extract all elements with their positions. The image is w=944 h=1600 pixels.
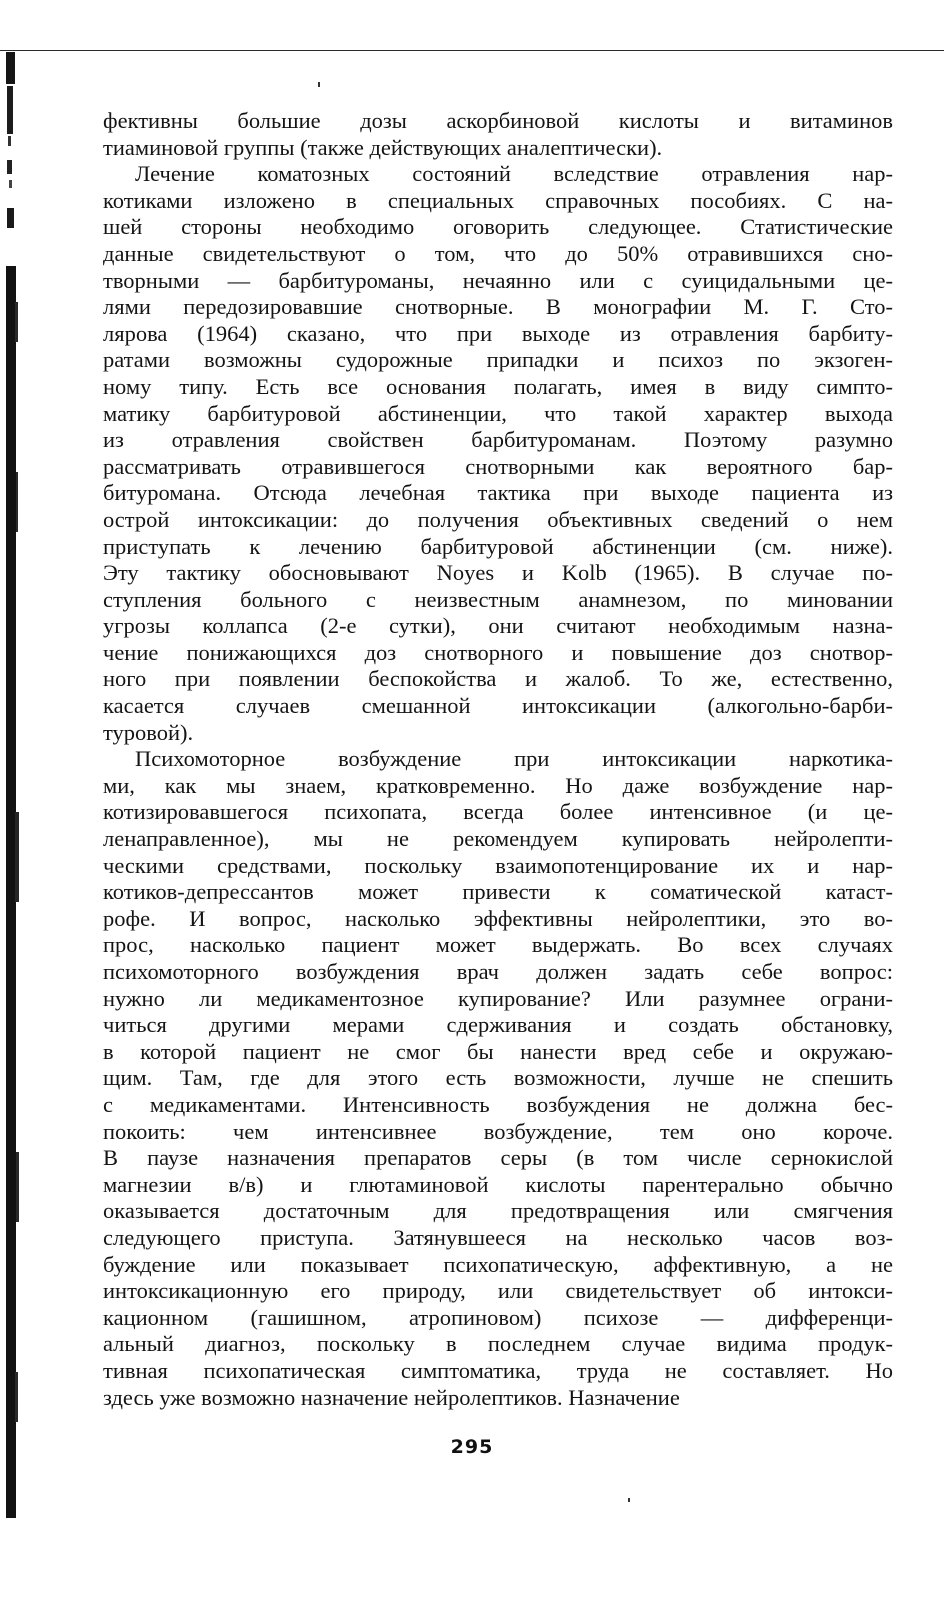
text-line: касается случаев смешанной интоксикации (алкогольно-барби- — [103, 693, 893, 719]
text-line: чение понижающихся доз снотворного и повышение доз снотвор- — [103, 639, 893, 665]
text-line: битуромана. Отсюда лечебная тактика при выходе пациента из — [103, 480, 893, 506]
top-scan-edge-rule — [0, 50, 944, 51]
text-line: следующего приступа. Затянувшееся на несколько часов воз- — [103, 1224, 893, 1250]
text-line: В паузе назначения препаратов серы (в том числе сернокислой — [103, 1145, 893, 1171]
text-line: матику барбитуровой абстиненции, что такой характер выхода — [103, 400, 893, 426]
text-line: Эту тактику обосновывают Noyes и Kolb (1965). В случае по- — [103, 560, 893, 586]
scan-speck — [628, 1498, 630, 1502]
text-line: нужно ли медикаментозное купирование? Или разумнее ограни- — [103, 985, 893, 1011]
scan-binding-shadow — [5, 52, 21, 1518]
text-line: буждение или показывает психопатическую, аффективную, а не — [103, 1251, 893, 1277]
text-line: в которой пациент не смог бы нанести вред себе и окружаю- — [103, 1038, 893, 1064]
text-line: покоить: чем интенсивнее возбуждение, тем оно короче. — [103, 1118, 893, 1144]
text-line: оказывается достаточным для предотвращения или смягчения — [103, 1198, 893, 1224]
text-line: ленаправленное), мы не рекомендуем купировать нейролепти- — [103, 826, 893, 852]
text-line: тивная психопатическая симптоматика, труда не составляет. Но — [103, 1357, 893, 1383]
text-line: интоксикационную его природу, или свидетельствует об интокси- — [103, 1278, 893, 1304]
text-line: ратами возможны судорожные припадки и психоз по экзоген- — [103, 347, 893, 373]
scan-speck — [318, 82, 320, 87]
text-line: лярова (1964) сказано, что при выходе из отравления барбиту- — [103, 320, 893, 346]
text-line: щим. Там, где для этого есть возможности, лучше не спешить — [103, 1065, 893, 1091]
text-line: рофе. И вопрос, насколько эффективны нейролептики, это во- — [103, 905, 893, 931]
text-line: угрозы коллапса (2-е сутки), они считают необходимым назна- — [103, 613, 893, 639]
text-line: творными — барбитуроманы, нечаянно или с суицидальными це- — [103, 267, 893, 293]
text-line: котиков-депрессантов может привести к соматической катаст- — [103, 879, 893, 905]
text-line: Психомоторное возбуждение при интоксикации наркотика- — [135, 746, 893, 772]
text-line: фективны большие дозы аскорбиновой кислоты и витаминов — [103, 108, 893, 133]
text-line: читься другими мерами сдерживания и создать обстановку, — [103, 1012, 893, 1038]
paragraph — [103, 108, 893, 161]
text-line: Лечение коматозных состояний вследствие отравления нар- — [135, 161, 893, 187]
text-line: острой интоксикации: до получения объективных сведений о нем — [103, 506, 893, 532]
text-line: шей стороны необходимо оговорить следующее. Статистические — [103, 214, 893, 240]
text-line: ступления больного с неизвестным анамнезом, по миновании — [103, 586, 893, 612]
binding-shadow-graphic — [5, 52, 21, 1518]
text-line: тиаминовой группы (также действующих аналептически). — [103, 134, 663, 160]
paragraph — [103, 161, 893, 746]
text-line: прос, насколько пациент может выдержать. Во всех случаях — [103, 932, 893, 958]
text-line: альный диагноз, поскольку в последнем случае видима продук- — [103, 1331, 893, 1357]
page-body-text — [103, 108, 893, 1411]
text-line: данные свидетельствуют о том, что до 50% отравившихся сно- — [103, 240, 893, 266]
text-line: с медикаментами. Интенсивность возбуждения не должна бес- — [103, 1091, 893, 1117]
text-line: психомоторного возбуждения врач должен задать себе вопрос: — [103, 959, 893, 984]
text-line: кационном (гашишном, атропиновом) психозе — дифференци- — [103, 1304, 893, 1330]
text-line: из отравления свойствен барбитуроманам. Поэтому разумно — [103, 427, 893, 453]
text-line: магнезии в/в) и глютаминовой кислоты парентерально обычно — [103, 1171, 893, 1197]
paragraph — [103, 746, 893, 1411]
page-number: 295 — [450, 1436, 494, 1458]
text-line: туровой). — [103, 719, 194, 745]
text-line: рассматривать отравившегося снотворными как вероятного бар- — [103, 453, 893, 479]
text-line: приступать к лечению барбитуровой абстиненции (см. ниже). — [103, 533, 893, 559]
text-line: ному типу. Есть все основания полагать, имея в виду симпто- — [103, 373, 893, 399]
text-line: котиками изложено в специальных справочных пособиях. С на- — [103, 187, 893, 213]
text-line: котизировавшегося психопата, всегда более интенсивное (и це- — [103, 799, 893, 825]
text-line: ного при появлении беспокойства и жалоб. То же, естественно, — [103, 666, 893, 692]
text-line: лями передозировавшие снотворные. В монографии М. Г. Сто- — [103, 294, 893, 320]
text-line: ческими средствами, поскольку взаимопотенцирование их и нар- — [103, 852, 893, 878]
text-line: ми, как мы знаем, кратковременно. Но даже возбуждение нар- — [103, 772, 893, 798]
text-line: здесь уже возможно назначение нейролептиков. Назначение — [103, 1384, 680, 1410]
